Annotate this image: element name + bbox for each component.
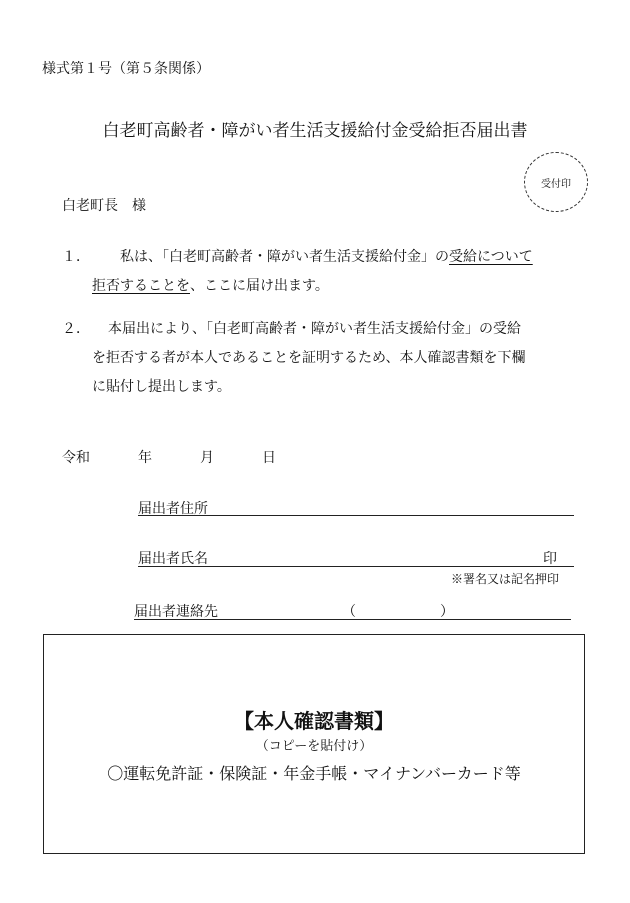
id-box-subheading: （コピーを貼付け） xyxy=(255,739,373,754)
page-title: 白老町高齢者・障がい者生活支援給付金受給拒否届出書 xyxy=(102,121,528,141)
date-year: 年 xyxy=(138,450,152,466)
item-1-underlined-text: 受給について xyxy=(449,249,533,265)
date-era: 令和 xyxy=(62,450,90,466)
name-input-line[interactable] xyxy=(138,566,574,567)
contact-label: 届出者連絡先 xyxy=(134,604,218,620)
address-input-line[interactable] xyxy=(138,515,574,516)
addressee: 白老町長 様 xyxy=(62,198,146,214)
item-1-underlined-text-2: 拒否することを xyxy=(92,278,190,294)
item-1-line-2 xyxy=(92,272,329,301)
seal-mark: 印 xyxy=(543,551,557,567)
item-1-number: １． xyxy=(62,249,90,265)
item-2-line-3: に貼付し提出します。 xyxy=(92,379,231,395)
date-month: 月 xyxy=(200,450,214,466)
reception-stamp-area xyxy=(524,152,588,212)
item-2-line-2: を拒否する者が本人であることを証明するため、本人確認書類を下欄 xyxy=(92,350,526,366)
item-2-number: ２． xyxy=(62,321,90,337)
stamp-label: 受付印 xyxy=(541,178,571,190)
item-2-line-1: 本届出により、「白老町高齢者・障がい者生活支援給付金」の受給 xyxy=(108,321,521,337)
item-1-text-2: 、ここに届け出ます。 xyxy=(190,278,329,294)
date-day: 日 xyxy=(262,450,276,466)
id-box-heading: 【本人確認書類】 xyxy=(234,709,394,733)
contact-input-line[interactable] xyxy=(134,619,571,620)
id-box-examples: 〇運転免許証・保険証・年金手帳・マイナンバーカード等 xyxy=(107,764,521,783)
signature-note: ※署名又は記名押印 xyxy=(451,572,560,586)
name-label: 届出者氏名 xyxy=(138,551,208,567)
contact-paren-close: ） xyxy=(440,604,454,620)
item-1-text: 私は、「白老町高齢者・障がい者生活支援給付金」の xyxy=(120,249,449,265)
contact-paren-open: （ xyxy=(342,604,356,620)
form-number: 様式第１号（第５条関係） xyxy=(42,61,210,77)
id-document-box[interactable] xyxy=(43,634,585,854)
address-label: 届出者住所 xyxy=(138,501,208,517)
item-1-line-1 xyxy=(120,243,533,272)
